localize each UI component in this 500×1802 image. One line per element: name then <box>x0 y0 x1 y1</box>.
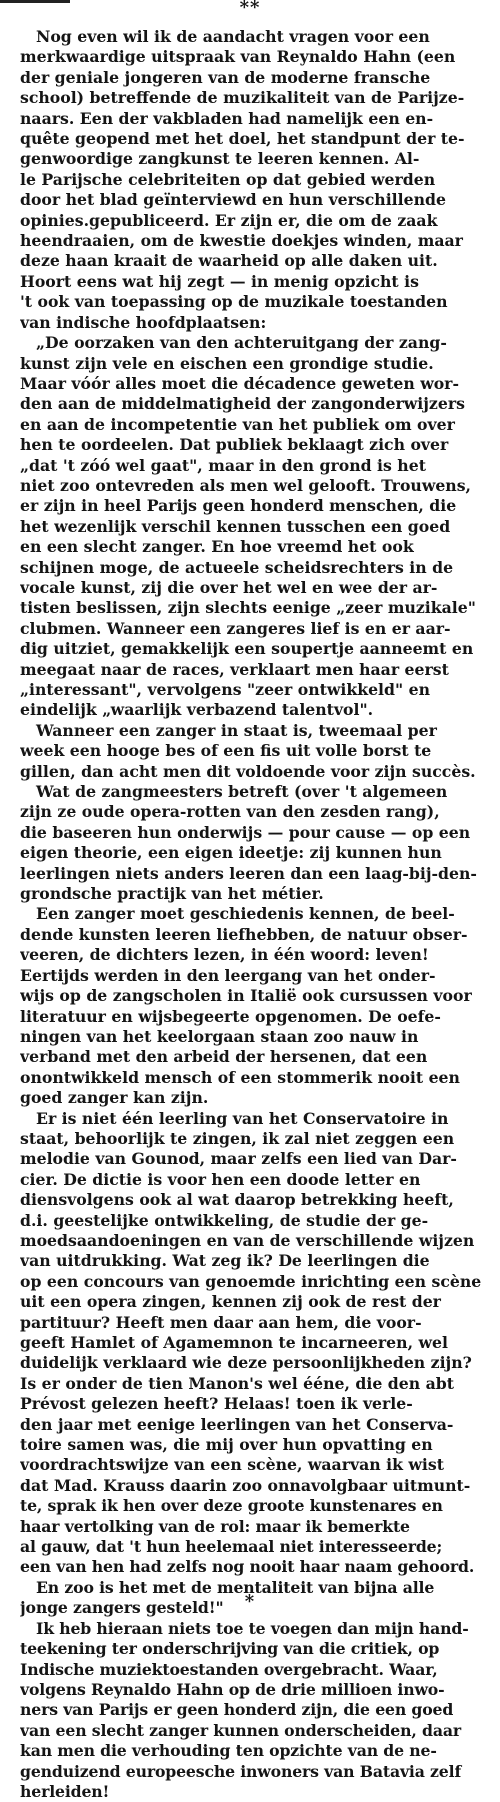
article-line: partituur? Heeft men daar aan hem, die voor- <box>20 1312 422 1332</box>
article-line: staat, behoorlijk te zingen, ik zal niet zeggen een <box>20 1128 455 1148</box>
article-line: ners van Parijs er geen honderd zijn, die een goed <box>20 1700 454 1720</box>
article-line: der geniale jongeren van de moderne fransche <box>20 67 431 87</box>
article-line: het wezenlijk verschil kennen tusschen een goed <box>20 516 451 536</box>
article-line: genduizend europeesche inwoners van Batavia zelf <box>20 1761 462 1781</box>
article-line: onontwikkeld mensch of een stommerik nooit een <box>20 1067 460 1087</box>
article-line: dig uitziet, gemakkelijk een soupertje aanneemt en <box>20 639 474 659</box>
article-line: uit een opera zingen, kennen zij ook de rest der <box>20 1292 441 1312</box>
article-line: herleiden! <box>20 1781 110 1801</box>
article-body <box>20 27 486 1802</box>
article-line: moedsaandoeningen en van de verschillende wijzen <box>20 1230 475 1250</box>
article-line: Wat de zangmeesters betreft (over 't algemeen <box>36 782 448 802</box>
article-line: 't ook van toepassing op de muzikale toestanden <box>20 292 448 312</box>
article-line: Eertijds werden in den leergang van het onder- <box>20 965 436 985</box>
article-line: die baseeren hun onderwijs — pour cause — op een <box>20 822 471 842</box>
article-line: van indische hoofdplaatsen: <box>20 312 267 332</box>
article-line: kunst zijn vele en eischen een grondige studie. <box>20 353 434 373</box>
article-line: Indische muziektoestanden overgebracht. Waar, <box>20 1659 438 1679</box>
article-line: een van hen had zelfs nog nooit haar naam gehoord. <box>20 1557 475 1577</box>
article-line: meegaat naar de races, verklaart men haar eerst <box>20 659 449 679</box>
article-line: „dat 't zóó wel gaat", maar in den grond is het <box>20 455 426 475</box>
article-line: wijs op de zangscholen in Italië ook cursussen voor <box>20 986 472 1006</box>
article-line: goed zanger kan zijn. <box>20 1088 209 1108</box>
article-line: er zijn in heel Parijs geen honderd menschen, die <box>20 496 457 516</box>
article-line: te, sprak ik hen over deze groote kunstenares en <box>20 1496 443 1516</box>
article-line: d.i. geestelijke ontwikkeling, de studie der ge- <box>20 1210 429 1230</box>
article-line: Maar vóór alles moet die décadence geweten wor- <box>20 373 459 393</box>
article-line: jonge zangers gesteld!" <box>20 1598 224 1618</box>
article-line: haar vertolking van de rol: maar ik bemerkte <box>20 1516 410 1536</box>
article-line: toire samen was, die mij over hun opvatting en <box>20 1435 433 1455</box>
article-line: Wanneer een zanger in staat is, tweemaal per <box>36 720 437 740</box>
article-line: al gauw, dat 't hun heelemaal niet interesseerde; <box>20 1537 443 1557</box>
article-line: teekening ter onderschrijving van die critiek, op <box>20 1639 440 1659</box>
article-line: En zoo is het met de mentaliteit van bijna alle <box>36 1577 435 1597</box>
article-line: van een slecht zanger kunnen onderscheiden, daar <box>20 1720 461 1740</box>
article-line: en aan de incompetentie van het publiek om over <box>20 414 455 434</box>
article-line: Ik heb hieraan niets toe te voegen dan mijn hand- <box>36 1618 469 1638</box>
article-line: school) betreffende de muzikaliteit van de Parijze- <box>20 88 465 108</box>
article-line: Een zanger moet geschiedenis kennen, de beel- <box>36 904 455 924</box>
article-line: den jaar met eenige leerlingen van het Conserva- <box>20 1414 454 1434</box>
article-line: dende kunsten leeren liefhebben, de natuur obser- <box>20 924 468 944</box>
article-line: heendraaien, om de kwestie doekjes winden, maar <box>20 231 463 251</box>
article-line: deze haan kraait de waarheid op alle daken uit. <box>20 251 438 271</box>
article-line: veeren, de dichters lezen, in één woord: leven! <box>20 945 429 965</box>
article-line: niet zoo ontevreden als men wel gelooft. Trouwens, <box>20 475 471 495</box>
article-line: gillen, dan acht men dit voldoende voor zijn succès. <box>20 761 476 781</box>
article-line: Is er onder de tien Manon's wel ééne, die den abt <box>20 1373 454 1393</box>
article-line: tisten beslissen, zijn slechts eenige „zeer muzikale" <box>20 598 476 618</box>
article-line: quête geopend met het doel, het standpunt der te- <box>20 129 465 149</box>
article-line: geeft Hamlet of Agamemnon te incarneeren, wel <box>20 1333 448 1352</box>
article-line: le Parijsche celebriteiten op dat gebied werden <box>20 169 436 189</box>
article-line: door het blad geïnterviewd en hun verschillende <box>20 190 446 210</box>
article-line: „interessant", vervolgens "zeer ontwikkeld" en <box>20 680 431 699</box>
article-line: kan men die verhouding ten opzichte van de ne- <box>20 1741 437 1761</box>
article-line: Prévost gelezen heeft? Helaas! toen ik verle- <box>20 1394 413 1414</box>
article-line: verband met den arbeid der hersenen, dat een <box>20 1047 428 1067</box>
article-line: opinies.gepubliceerd. Er zijn er, die om de zaak <box>20 210 438 230</box>
article-line: Er is niet één leerling van het Conservatoire in <box>36 1108 449 1128</box>
article-line: zijn ze oude opera-rotten van den zesden rang), <box>20 802 440 822</box>
article-line: duidelijk verklaard wie deze persoonlijkheden zijn? <box>20 1353 472 1373</box>
article-line: Hoort eens wat hij zegt — in menig opzicht is <box>20 271 419 291</box>
article-line: schijnen moge, de actueele scheidsrechters in de <box>20 557 454 577</box>
article-line: leerlingen niets anders leeren dan een laag-bij-den- <box>20 863 477 883</box>
article-line: week een hooge bes of een fis uit volle borst te <box>20 741 432 761</box>
article-line: naars. Een der vakbladen had namelijk een en- <box>20 108 434 128</box>
article-line: eindelijk „waarlijk verbazend talentvol". <box>20 700 374 720</box>
section-ornament-bottom: * <box>244 1591 256 1612</box>
article-line: melodie van Gounod, maar zelfs een lied van Dar- <box>20 1149 457 1169</box>
article-line: volgens Reynaldo Hahn op de drie millioen inwo- <box>20 1679 445 1699</box>
article-line: hen te oordeelen. Dat publiek beklaagt zich over <box>20 435 449 455</box>
article-line: den aan de middelmatigheid der zangonderwijzers <box>20 394 465 414</box>
article-line: grondsche practijk van het métier. <box>20 884 324 904</box>
article-line: „De oorzaken van den achteruitgang der zang- <box>36 333 447 353</box>
article-line: diensvolgens ook al wat daarop betrekking heeft, <box>20 1190 454 1210</box>
article-line: vocale kunst, zij die over het wel en wee der ar- <box>20 577 438 597</box>
article-line: literatuur en wijsbegeerte opgenomen. De oefe- <box>20 1006 441 1026</box>
article-line: cier. De dictie is voor hen een doode letter en <box>20 1169 421 1189</box>
article-line: op een concours van genoemde inrichting een scène <box>20 1271 482 1291</box>
article-line: eigen theorie, een eigen ideetje: zij kunnen hun <box>20 843 442 863</box>
article-line: genwoordige zangkunst te leeren kennen. Al- <box>20 149 420 169</box>
article-line: merkwaardige uitspraak van Reynaldo Hahn (een <box>20 47 456 67</box>
section-ornament-top: ** <box>239 0 261 18</box>
article-line: Nog even wil ik de aandacht vragen voor een <box>36 27 430 46</box>
article-line: clubmen. Wanneer een zangeres lief is en er aar- <box>20 618 451 638</box>
article-line: voordrachtswijze van een scène, waarvan ik wist <box>20 1455 444 1475</box>
article-line: ningen van het keelorgaan staan zoo nauw in <box>20 1026 419 1046</box>
article-line: dat Mad. Krauss daarin zoo onnavolgbaar uitmunt- <box>20 1475 471 1495</box>
article-line: van uitdrukking. Wat zeg ik? De leerlingen die <box>20 1251 430 1271</box>
article-line: en een slecht zanger. En hoe vreemd het ook <box>20 537 414 557</box>
